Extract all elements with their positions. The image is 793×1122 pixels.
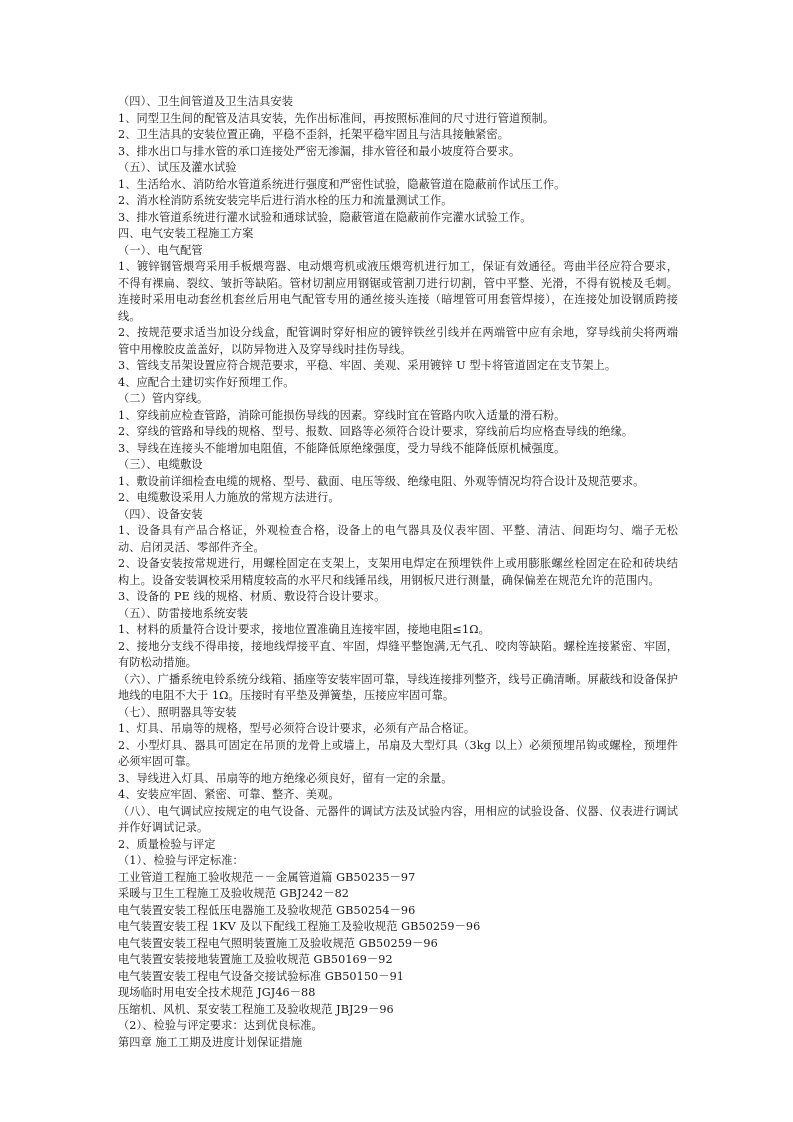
standard-item: 现场临时用电安全技术规范 JGJ46－88 [118,986,316,999]
section-heading-sanitary: （四）、卫生间管道及卫生洁具安装 [118,95,294,108]
paragraph: 2、卫生洁具的安装位置正确，平稳不歪斜，托架平稳牢固且与洁具接触紧密。 [118,128,509,141]
subheading-requirements: （2）、检验与评定要求：达到优良标准。 [118,1019,323,1032]
paragraph: 1、材料的质量符合设计要求，接地位置准确且连接牢固，接地电阻≤1Ω。 [118,623,490,636]
section-broadcast: （六）、广播系统电铃系统分线箱、插座等安装牢固可靠，导线连接排列整齐，线号正确清晰。屏蔽线和设备保护地线的电阻不大于 1Ω。压接时有平垫及弹簧垫，压接应牢固可靠。 [118,672,678,702]
paragraph: 1、敷设前详细检查电缆的规格、型号、截面、电压等级、绝缘电阻、外观等情况均符合设计及规范要求。 [118,474,645,488]
section-heading-equipment: （四）、设备安装 [118,507,203,521]
paragraph: 1、设备具有产品合格证，外观检查合格，设备上的电气器具及仪表牢固、平整、清洁、间距均匀、端子无松动、启闭灵活、零部件齐全。 [118,524,678,554]
standard-item: 电气装置安装工程电气照明装置施工及验收规范 GB50259－96 [118,936,438,950]
standard-item: 采暖与卫生工程施工及验收规范 GBJ242－82 [118,887,350,900]
standard-item: 工业管道工程施工验收规范－－金属管道篇 GB50235－97 [118,870,416,884]
paragraph: 2、小型灯具、器具可固定在吊顶的龙骨上或墙上，吊扇及大型灯具（3kg 以上）必须预埋吊钩或螺栓，预埋件必须牢固可靠。 [118,738,678,768]
paragraph: 3、管线支吊架设置应符合规范要求，平稳、牢固、美观、采用镀锌 U 型卡将管道固定在支节架上。 [118,359,617,372]
paragraph: 1、灯具、吊扇等的规格，型号必须符合设计要求，必须有产品合格证。 [118,722,476,735]
paragraph: 4、安装应牢固、紧密、可靠、整齐、美观。 [118,788,340,801]
paragraph: 2、设备安装按常规进行，用螺栓固定在支架上，支架用电焊定在预埋铁件上或用膨胀螺丝栓固定在砼和砖块结构上。设备安装调校采用精度较高的水平尺和线锤吊线，用钢板尺进行测量，确保偏差在规范允许的范围内。 [118,557,678,587]
section-heading-quality: 2、质量检验与评定 [118,837,216,851]
paragraph: 1、穿线前应检查管路，消除可能损伤导线的因素。穿线时宜在管路内吹入适量的滑石粉。 [118,408,566,422]
section-heading-wiring: （二）管内穿线。 [118,392,209,405]
paragraph: 3、排水管道系统进行灌水试验和通球试验，隐蔽管道在隐蔽前作完灌水试验工作。 [118,210,532,224]
standard-item: 电气装置安装接地装置施工及验收规范 GB50169－92 [118,953,393,966]
paragraph: 2、穿线的管路和导线的规格、型号、报数、回路等必须符合设计要求，穿线前后均应格查导线的绝缘。 [118,425,634,438]
paragraph: 2、电缆敷设采用人力施放的常规方法进行。 [118,491,340,504]
subheading-standards: （1）、检验与评定标准： [118,854,244,867]
standard-item: 电气装置安装工程 1KV 及以下配线工程施工及验收规范 GB50259－96 [118,920,481,933]
section-heading-lighting: （七）、照明器具等安装 [118,705,237,719]
section-heading-conduit: （一）、电气配管 [118,243,203,257]
standard-item: 电气装置安装工程电气设备交接试验标准 GB50150－91 [118,969,405,983]
paragraph: 3、导线进入灯具、吊扇等的地方绝缘必须良好，留有一定的余量。 [118,771,453,785]
paragraph: 2、接地分支线不得串接，接地线焊接平直、牢固，焊缝平整饱满,无气孔、咬肉等缺陷。螺栓连接紧密、牢固，有防松动措施。 [118,639,678,669]
paragraph: 3、设备的 PE 线的规格、材质、敷设符合设计要求。 [118,590,386,603]
paragraph: 1、同型卫生间的配管及洁具安装，先作出标准间，再按照标准间的尺寸进行管道预制。 [118,111,555,125]
chapter-heading-electrical: 四、电气安装工程施工方案 [118,227,254,240]
paragraph: 2、按规范要求适当加设分线盒，配管调时穿好相应的镀锌铁丝引线并在两端管中应有余地，穿导线前尖将两端管中用橡胶皮盖盖好，以防异物进入及穿导线时挂伤导线。 [118,326,678,356]
chapter-heading-schedule: 第四章 施工工期及进度计划保证措施 [118,1035,303,1049]
paragraph: 3、导线在连接头不能增加电阻值，不能降低原绝缘强度，受力导线不能降低原机械强度。 [118,441,566,455]
section-heading-pressure-test: （五）、试压及灌水试验 [118,161,237,174]
paragraph: 4、应配合土建切实作好预埋工作。 [118,375,295,389]
paragraph: 2、消水栓消防系统安装完毕后进行消水栓的压力和流量测试工作。 [118,194,453,207]
standard-item: 压缩机、风机、泵安装工程施工及验收规范 JBJ29－96 [118,1002,394,1016]
paragraph: 1、生活给水、消防给水管道系统进行强度和严密性试验，隐蔽管道在隐蔽前作试压工作。 [118,177,566,191]
section-heading-lightning: （五）、防雷接地系统安装 [118,606,248,620]
section-heading-cable: （三）、电缆敷设 [118,458,203,471]
paragraph: 1、镀锌钢管煨弯采用手板煨弯器、电动煨弯机或液压煨弯机进行加工，保证有效通径。弯曲半径应符合要求，不得有裸扁、裂纹、皱折等缺陷。管材切割应用钢锯或管割刀进行切割，管中平整、光滑，不得有锐棱及毛刺。连接时采用电动套丝机套丝后用电气配管专用的通丝接头连接（暗埋管可用套管焊接），在连接处加设钢质跨接线。 [118,260,678,323]
standard-item: 电气装置安装工程低压电器施工及验收规范 GB50254－96 [118,903,416,917]
document-body [118,94,678,1051]
paragraph: 3、排水出口与排水管的承口连接处严密无渗漏，排水管径和最小坡度符合要求。 [118,144,521,158]
section-debugging: （八）、电气调试应按规定的电气设备、元器件的调试方法及试验内容，用相应的试验设备、仪器、仪表进行调试并作好调试记录。 [118,804,678,834]
